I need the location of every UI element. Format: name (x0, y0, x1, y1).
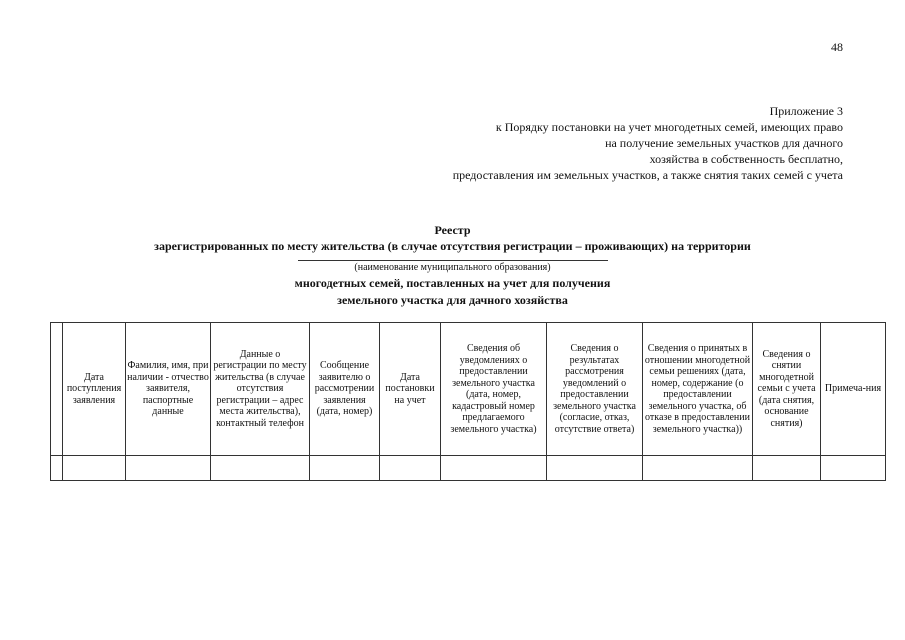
table-row (51, 456, 886, 481)
column-header: Сообщение заявителю о рассмотрении заявления (дата, номер) (310, 323, 380, 456)
appendix-line: к Порядку постановки на учет многодетных семей, имеющих право (495, 120, 843, 134)
column-header: Фамилия, имя, при наличии - отчество заявителя, паспортные данные (126, 323, 211, 456)
appendix-line: Приложение 3 (769, 104, 843, 118)
table-cell (126, 456, 211, 481)
appendix-line: предоставления им земельных участков, а также снятия таких семей с учета (452, 168, 843, 182)
registry-table (50, 322, 886, 481)
appendix-line: на получение земельных участков для дачного (605, 136, 843, 150)
table-cell (63, 456, 126, 481)
table-cell (441, 456, 547, 481)
registry-subtitle: зарегистрированных по месту жительства (в случае отсутствия регистрации – проживающих) на территории (154, 239, 751, 253)
appendix-heading (363, 103, 843, 183)
table-header-row (51, 323, 886, 456)
page-number: 48 (831, 40, 843, 54)
column-header: Данные о регистрации по месту жительства (в случае отсутствия регистрации – адрес места жительства), контактный телефон (211, 323, 310, 456)
column-header: Дата поступления заявления (63, 323, 126, 456)
table-cell (821, 456, 886, 481)
column-header: Сведения о снятии многодетной семьи с учета (дата снятия, основание снятия) (753, 323, 821, 456)
table-cell (310, 456, 380, 481)
municipality-name-caption: (наименование муниципального образования) (354, 262, 551, 273)
column-header: Дата постановки на учет (380, 323, 441, 456)
column-header (51, 323, 63, 456)
registry-subtitle-2-line-2: земельного участка для дачного хозяйства (337, 293, 568, 307)
table-cell (211, 456, 310, 481)
column-header: Сведения о результатах рассмотрения уведомлений о предоставлении земельного участка (согласие, отказ, отсутствие ответа) (547, 323, 643, 456)
column-header: Сведения о принятых в отношении многодетной семьи решениях (дата, номер, содержание (о предоставлении земельного участка, об отказе в предоставлении земельного участка)) (643, 323, 753, 456)
municipality-name-line (298, 260, 608, 261)
column-header: Сведения об уведомлениях о предоставлении земельного участка (дата, номер, кадастровый номер предлагаемого земельного участка) (441, 323, 547, 456)
table-cell (753, 456, 821, 481)
appendix-line: хозяйства в собственность бесплатно, (649, 152, 843, 166)
table-cell (380, 456, 441, 481)
registry-title: Реестр (434, 223, 471, 237)
registry-subtitle-2-line-1: многодетных семей, поставленных на учет для получения (294, 276, 611, 290)
column-header: Примеча-ния (821, 323, 886, 456)
table-cell (547, 456, 643, 481)
table-cell (643, 456, 753, 481)
registry-title-block (0, 222, 905, 308)
table-cell (51, 456, 63, 481)
